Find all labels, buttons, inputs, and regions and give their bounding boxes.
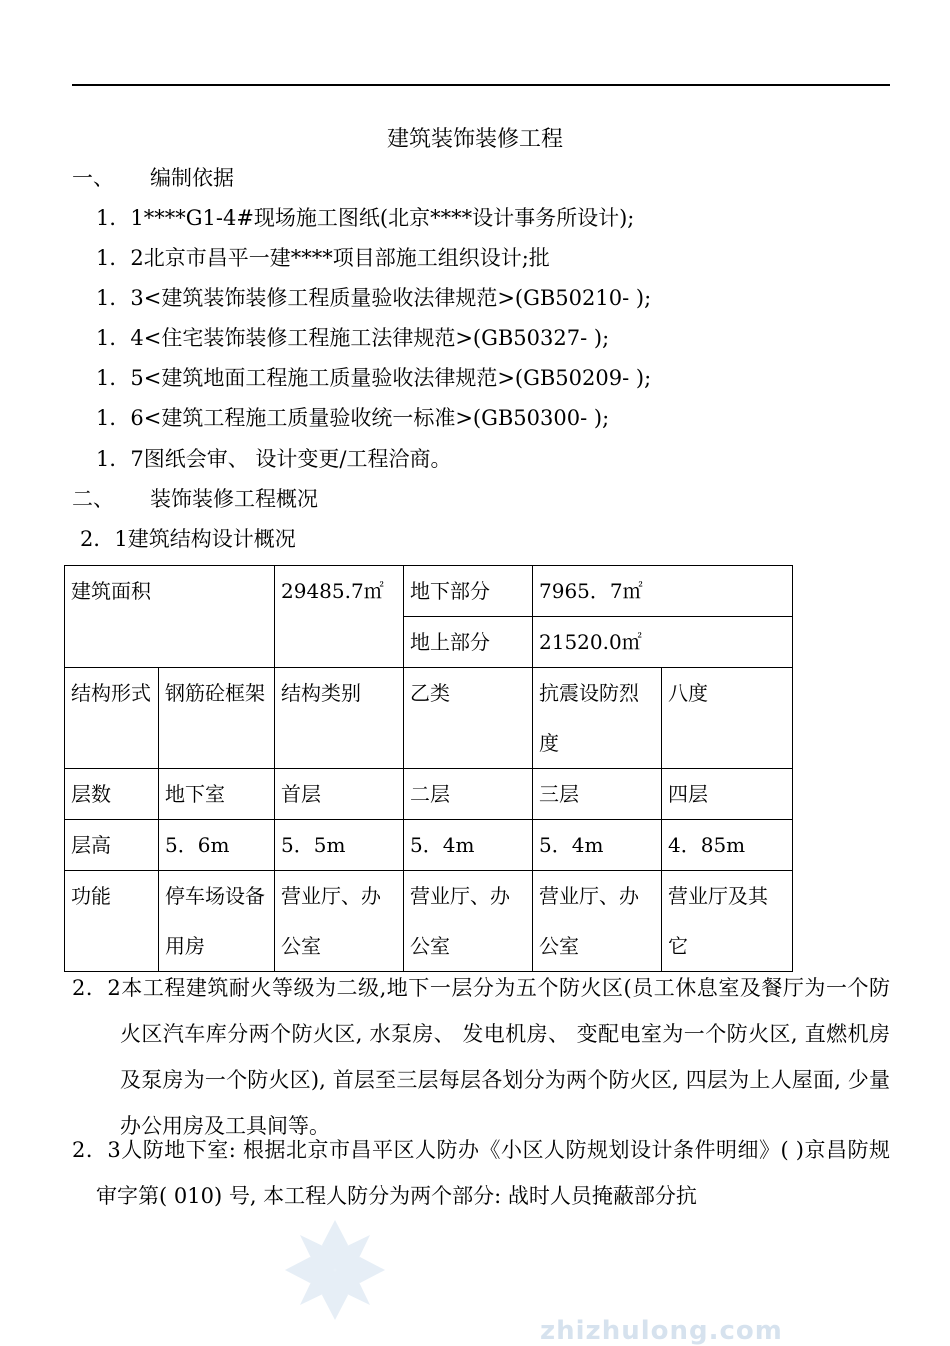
table-cell: 营业厅、办公室 (533, 871, 662, 972)
basis-item-3: 1．3<建筑装饰装修工程质量验收法律规范>(GB50210- ); (96, 286, 652, 310)
table-row (65, 820, 793, 871)
subsection-2-1-heading: 2．1建筑结构设计概况 (80, 527, 296, 551)
table-cell: 结构类别 (275, 668, 404, 769)
basis-item-2: 1．2北京市昌平一建****项目部施工组织设计;批 (96, 246, 550, 270)
table-cell: 八度 (662, 668, 793, 769)
table-cell: 三层 (533, 769, 662, 820)
paragraph-2-3: 2．3人防地下室: 根据北京市昌平区人防办《小区人防规划设计条件明细》( )京昌防规审字第( 010) 号, 本工程人防分为两个部分: 战时人员掩蔽部分抗 (72, 1138, 890, 1208)
basis-item-1: 1．1****G1-4#现场施工图纸(北京****设计事务所设计); (96, 206, 635, 230)
table-cell: 首层 (275, 769, 404, 820)
table-cell: 结构形式 (65, 668, 159, 769)
table-row (65, 769, 793, 820)
basis-item-7: 1．7图纸会审、 设计变更/工程洽商。 (96, 447, 452, 471)
table-cell: 乙类 (404, 668, 533, 769)
table-cell: 建筑面积 (65, 566, 275, 668)
document-title: 建筑装饰装修工程 (386, 127, 563, 152)
table-cell: 功能 (65, 871, 159, 972)
table-cell: 抗震设防烈度 (533, 668, 662, 769)
table-cell: 7965．7㎡ (533, 566, 793, 617)
table-cell: 营业厅及其它 (662, 871, 793, 972)
section-1-title: 编制依据 (150, 166, 234, 190)
header-rule (72, 84, 890, 86)
basis-item-4: 1．4<住宅装饰装修工程施工法律规范>(GB50327- ); (96, 326, 610, 350)
table-cell: 营业厅、办公室 (275, 871, 404, 972)
building-overview-table (64, 565, 793, 972)
table-cell: 四层 (662, 769, 793, 820)
table-row (65, 668, 793, 769)
table-cell: 层数 (65, 769, 159, 820)
table-cell: 地上部分 (404, 617, 533, 668)
section-1-number: 一、 (72, 166, 114, 190)
table-cell: 地下室 (159, 769, 275, 820)
table-cell: 5．4m (533, 820, 662, 871)
table-cell: 地下部分 (404, 566, 533, 617)
section-2-heading (72, 489, 318, 510)
basis-item-6: 1．6<建筑工程施工质量验收统一标准>(GB50300- ); (96, 406, 610, 430)
section-1-heading (72, 168, 234, 189)
section-2-number: 二、 (72, 487, 114, 511)
table-row (65, 566, 793, 617)
watermark-text: zhizhulong.com (540, 1316, 783, 1346)
table-cell: 5．6m (159, 820, 275, 871)
table-cell: 5．5m (275, 820, 404, 871)
table-cell: 4．85m (662, 820, 793, 871)
table-cell: 二层 (404, 769, 533, 820)
table-cell: 层高 (65, 820, 159, 871)
table-cell: 29485.7㎡ (275, 566, 404, 668)
table-cell: 停车场设备用房 (159, 871, 275, 972)
table-cell: 钢筋砼框架 (159, 668, 275, 769)
table-cell: 营业厅、办公室 (404, 871, 533, 972)
section-2-title: 装饰装修工程概况 (150, 487, 318, 511)
table-row (65, 871, 793, 972)
paragraph-2-2: 2．2本工程建筑耐火等级为二级,地下一层分为五个防火区(员工休息室及餐厅为一个防火区汽车库分两个防火区, 水泵房、 发电机房、 变配电室为一个防火区, 直燃机房及泵房为一个防火区), 首层至三层每层各划分为两个防火区, 四层为上人屋面, 少量办公用房及工具间等。 (72, 976, 890, 1138)
watermark-logo-icon (280, 1215, 390, 1325)
table-cell: 21520.0㎡ (533, 617, 793, 668)
table-cell: 5．4m (404, 820, 533, 871)
basis-item-5: 1．5<建筑地面工程施工质量验收法律规范>(GB50209- ); (96, 366, 652, 390)
